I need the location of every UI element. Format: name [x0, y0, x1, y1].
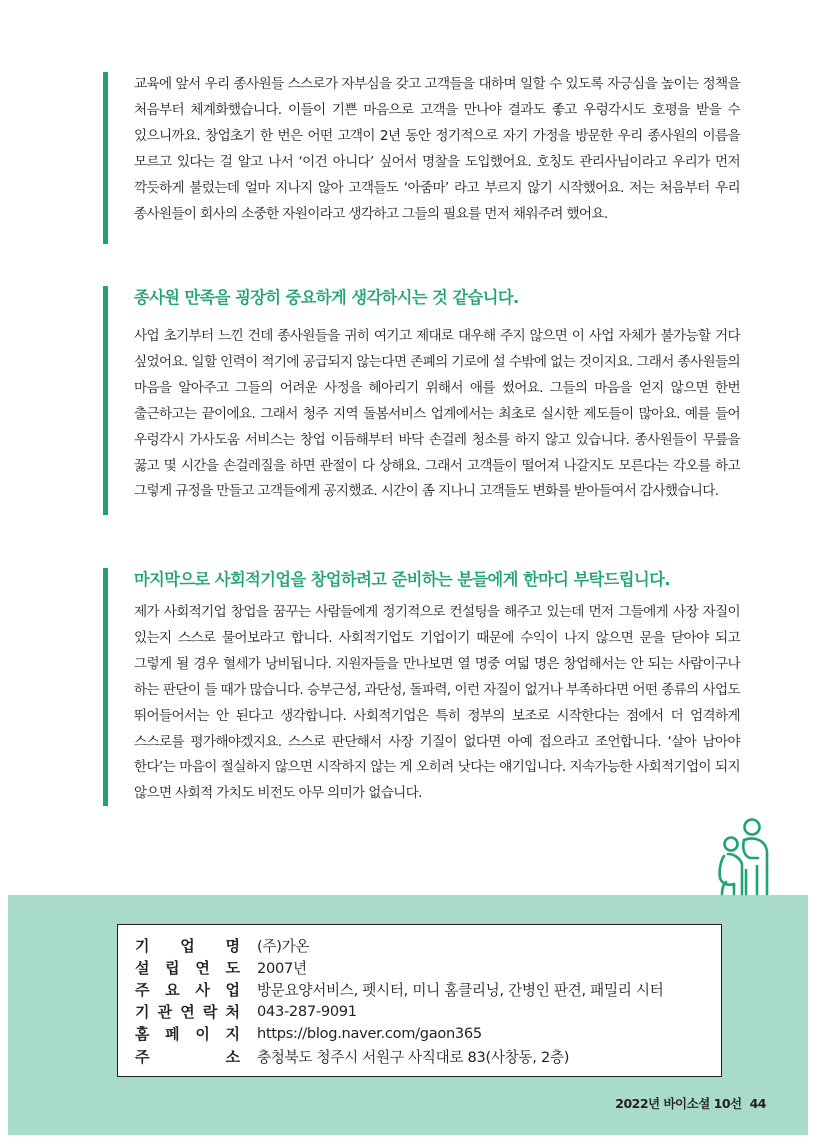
interview-qa-2 — [103, 286, 753, 505]
info-value-business: 방문요양서비스, 펫시터, 미니 홈클리닝, 간병인 판견, 패밀리 시터 — [257, 981, 664, 999]
info-value-contact: 043-287-9091 — [257, 1003, 357, 1021]
info-value-company-name: (주)가온 — [257, 937, 310, 955]
interview-answer-1 — [103, 72, 753, 227]
caregiver-elder-icon — [714, 818, 772, 898]
accent-bar — [103, 568, 108, 806]
info-row-founded — [135, 956, 721, 978]
accent-bar — [103, 286, 108, 515]
info-label: 기 업 명 — [135, 936, 240, 955]
page-number: 44 — [749, 1096, 766, 1111]
question-heading: 마지막으로 사회적기업을 창업하려고 준비하는 분들에게 한마디 부탁드립니다. — [134, 570, 670, 589]
page-footer — [615, 1094, 766, 1112]
accent-bar — [103, 72, 108, 244]
info-label: 주 소 — [135, 1047, 240, 1066]
info-value-founded: 2007년 — [257, 959, 307, 977]
answer-text: 사업 초기부터 느낀 건데 종사원들을 귀히 여기고 제대로 대우해 주지 않으면 이 사업 자체가 불가능할 거다 싶었어요. 일할 인력이 적기에 공급되지 않는다면 존폐의 기로에 설 수밖에 없는 것이지요. 그래서 종사원들의 마음을 알아주고 그들의 어려운 사정을 헤아리기 위해서 애를 썼어요. 그들의 마음을 얻지 않으면 한번 출근하고는 끝이에요. 그래서 청주 지역 돌봄서비스 업계에서는 최초로 실시한 제도들이 많아요. 예를 들어 우렁각시 가사도움 서비스는 창업 이듬해부터 바닥 손걸레 청소를 하지 않고 있습니다. 종사원들이 무릎을 꿇고 몇 시간을 손걸레질을 하면 관절이 다 상해요. 그래서 고객들이 떨어져 나갈지도 모른다는 각오를 하고 그렇게 규정을 만들고 고객들에게 공지했죠. 시간이 좀 지나니 고객들도 변화를 받아들여서 감사했습니다. — [134, 328, 740, 500]
info-row-business — [135, 978, 721, 1000]
interview-qa-3 — [103, 568, 753, 807]
info-value-address: 충청북도 청주시 서원구 사직대로 83(사창동, 2층) — [257, 1048, 570, 1066]
company-info-box — [117, 924, 722, 1077]
question-heading: 종사원 만족을 굉장히 중요하게 생각하시는 것 같습니다. — [134, 288, 519, 307]
info-label: 홈 페 이 지 — [135, 1025, 240, 1044]
info-label: 설 립 연 도 — [135, 958, 240, 977]
info-row-contact — [135, 1001, 721, 1023]
answer-text: 교육에 앞서 우리 종사원들 스스로가 자부심을 갖고 고객들을 대하며 일할 수 있도록 자긍심을 높이는 정책을 처음부터 체계화했습니다. 이들이 기쁜 마음으로 고객을 만나야 결과도 좋고 우렁각시도 호평을 받을 수 있으니까요. 창업초기 한 번은 어떤 고객이 2년 동안 정기적으로 자기 가정을 방문한 우리 종사원의 이름을 모르고 있다는 걸 알고 나서 ‘이건 아니다’ 싶어서 명찰을 도입했어요. 호칭도 관리사님이라고 우리가 먼저 깍듯하게 불렀는데 얼마 지나지 않아 고객들도 ‘아줌마’ 라고 부르지 않기 시작했어요. 저는 처음부터 우리 종사원들이 회사의 소중한 자원이라고 생각하고 그들의 필요를 먼저 채워주려 했어요. — [134, 76, 740, 222]
info-row-homepage — [135, 1023, 721, 1045]
answer-text: 제가 사회적기업 창업을 꿈꾸는 사람들에게 정기적으로 컨설팅을 해주고 있는데 먼저 그들에게 사장 자질이 있는지 스스로 물어보라고 합니다. 사회적기업도 기업이기 때문에 수익이 나지 않으면 문을 닫아야 되고 그렇게 될 경우 혈세가 낭비됩니다. 지원자들을 만나보면 열 명중 여덟 명은 창업해서는 안 되는 사람이구나 하는 판단이 들 때가 많습니다. 승부근성, 과단성, 돌파력, 이런 자질이 없거나 부족하다면 어떤 종류의 사업도 뛰어들어서는 안 된다고 생각합니다. 사회적기업은 특히 정부의 보조로 시작한다는 점에서 더 엄격하게 스스로를 평가해야겠지요. 스스로 판단해서 사장 기질이 없다면 아예 접으라고 조언합니다. ‘살아 남아야 한다’는 마음이 절실하지 않으면 시작하지 않는 게 오히려 낫다는 얘기입니다. 지속가능한 사회적기업이 되지 않으면 사회적 가치도 비전도 아무 의미가 없습니다. — [134, 604, 740, 802]
info-label: 주 요 사 업 — [135, 980, 240, 999]
info-row-company-name — [135, 934, 721, 956]
info-label: 기 관 연 락 처 — [135, 1003, 240, 1022]
info-value-homepage[interactable]: https://blog.naver.com/gaon365 — [257, 1025, 482, 1043]
info-row-address — [135, 1045, 721, 1067]
publication-title: 2022년 바이소셜 10선 — [615, 1096, 742, 1111]
